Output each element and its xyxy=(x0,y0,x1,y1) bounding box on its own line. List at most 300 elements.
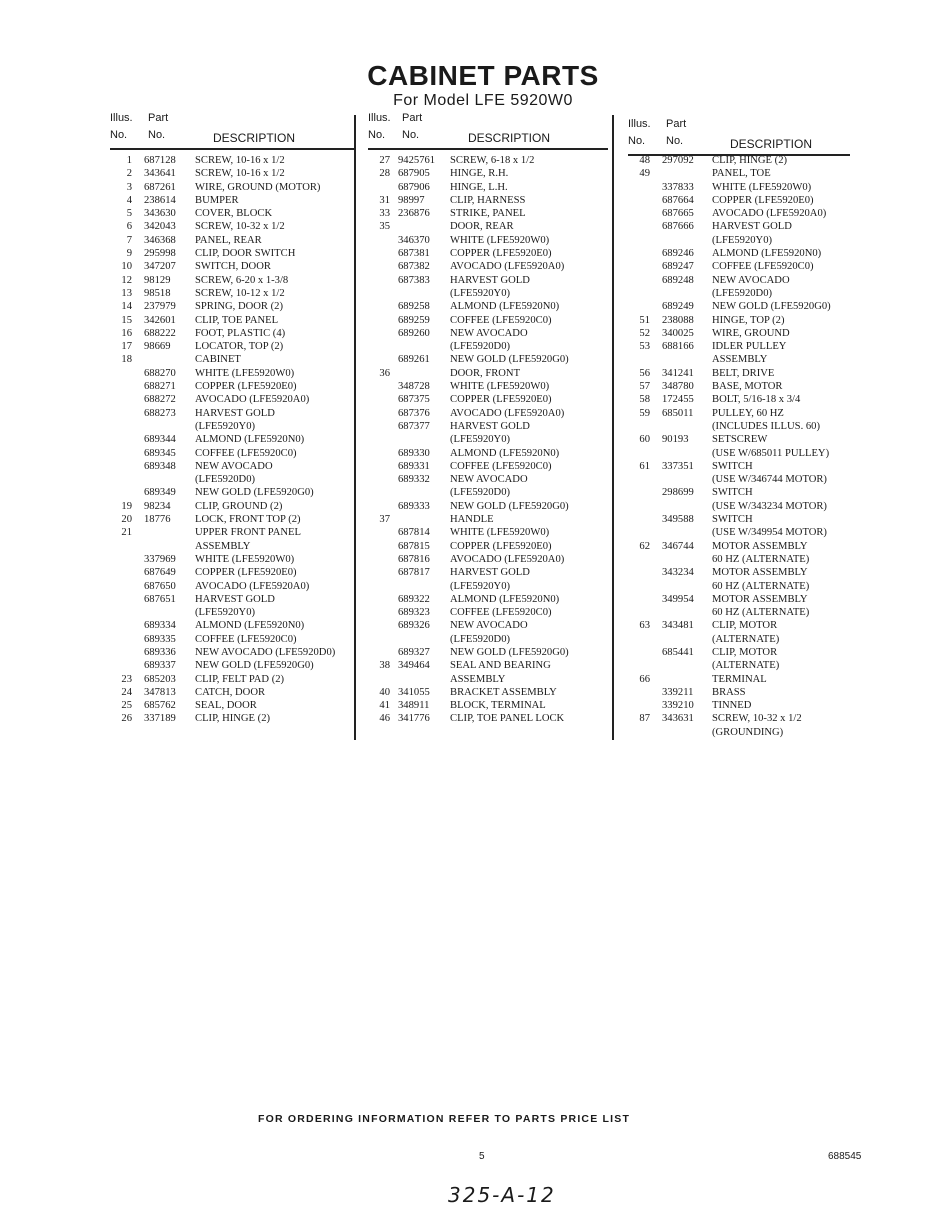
illus-number: 7 xyxy=(126,234,132,246)
part-number: 349464 xyxy=(398,660,430,672)
part-description: SWITCH, DOOR xyxy=(195,261,271,273)
part-description: BASE, MOTOR xyxy=(712,381,783,393)
illus-number: 57 xyxy=(639,381,650,393)
part-number: 347813 xyxy=(144,686,176,698)
part-description: COFFEE (LFE5920C0) xyxy=(195,447,297,459)
part-number: 689327 xyxy=(398,646,430,658)
part-description: PULLEY, 60 HZ xyxy=(712,407,784,419)
part-description: ALMOND (LFE5920N0) xyxy=(712,248,822,260)
part-number: 98234 xyxy=(144,500,171,512)
part-description: (LFE5920D0) xyxy=(450,341,511,353)
part-description: HARVEST GOLD xyxy=(195,593,275,605)
part-description: TINNED xyxy=(712,700,752,712)
part-description: WHITE (LFE5920W0) xyxy=(712,181,812,193)
illus-number: 19 xyxy=(121,500,132,512)
part-description: BRACKET ASSEMBLY xyxy=(450,686,557,698)
part-header: Part xyxy=(402,112,423,124)
part-description: NEW GOLD (LFE5920G0) xyxy=(712,301,831,313)
part-number: 347207 xyxy=(144,261,176,273)
part-description: HARVEST GOLD xyxy=(195,407,275,419)
part-number: 689344 xyxy=(144,434,176,446)
part-description: DOOR, FRONT xyxy=(450,367,521,379)
part-number: 689331 xyxy=(398,460,430,472)
illus-number: 2 xyxy=(126,168,132,180)
part-description: (LFE5920D0) xyxy=(450,633,511,645)
part-number: 689335 xyxy=(144,633,176,645)
part-number: 687375 xyxy=(398,394,430,406)
part-description: SEAL, DOOR xyxy=(195,700,257,712)
part-number: 689332 xyxy=(398,474,430,486)
part-number: 689330 xyxy=(398,447,430,459)
header-rule xyxy=(110,148,354,150)
illus-number: 37 xyxy=(379,514,390,526)
part-description: UPPER FRONT PANEL xyxy=(195,527,301,539)
part-description: SCREW, 6-18 x 1/2 xyxy=(450,155,535,166)
header-rule xyxy=(368,148,608,150)
part-number: 687906 xyxy=(398,181,430,193)
part-description: CLIP, TOE PANEL LOCK xyxy=(450,713,565,725)
part-number: 687382 xyxy=(398,261,430,273)
illus-number: 35 xyxy=(379,221,390,233)
illus-number: 16 xyxy=(121,327,132,339)
part-description: (LFE5920D0) xyxy=(712,287,773,299)
part-number: 687816 xyxy=(398,553,430,565)
part-number: 689333 xyxy=(398,500,430,512)
part-description: ALMOND (LFE5920N0) xyxy=(450,447,560,459)
part-number: 349954 xyxy=(662,593,694,605)
part-description: MOTOR ASSEMBLY xyxy=(712,593,808,605)
part-description: AVOCADO (LFE5920A0) xyxy=(195,394,310,406)
part-description: (USE W/685011 PULLEY) xyxy=(712,447,830,459)
part-number: 685011 xyxy=(662,407,694,419)
part-description: HARVEST GOLD xyxy=(450,274,530,286)
part-description: TERMINAL xyxy=(712,673,767,685)
part-description: SCREW, 6-20 x 1-3/8 xyxy=(195,274,289,286)
description-header: DESCRIPTION xyxy=(730,137,813,151)
part-number: 348780 xyxy=(662,381,694,393)
illus-number: 40 xyxy=(379,686,390,698)
part-description: (ALTERNATE) xyxy=(712,660,780,672)
part-description: SPRING, DOOR (2) xyxy=(195,301,283,313)
part-description: WIRE, GROUND xyxy=(712,327,790,339)
part-no-header: No. xyxy=(666,135,684,147)
part-description: (LFE5920Y0) xyxy=(712,234,773,246)
part-description: SWITCH xyxy=(712,460,753,472)
illus-number: 49 xyxy=(639,168,650,180)
part-description: CLIP, HINGE (2) xyxy=(195,713,271,725)
part-number: 689249 xyxy=(662,301,694,313)
part-description: (LFE5920Y0) xyxy=(450,580,511,592)
part-description: WHITE (LFE5920W0) xyxy=(450,381,550,393)
part-number: 689334 xyxy=(144,620,176,632)
part-description: CLIP, TOE PANEL xyxy=(195,314,279,326)
part-description: ASSEMBLY xyxy=(195,540,251,552)
part-description: (LFE5920Y0) xyxy=(450,287,511,299)
part-no-header: No. xyxy=(148,129,166,141)
part-number: 337833 xyxy=(662,181,694,193)
part-description: MOTOR ASSEMBLY xyxy=(712,567,808,579)
part-description: AVOCADO (LFE5920A0) xyxy=(450,407,565,419)
part-header: Part xyxy=(666,118,687,130)
part-description: COPPER (LFE5920E0) xyxy=(195,567,297,579)
part-description: SWITCH xyxy=(712,487,753,499)
part-description: COPPER (LFE5920E0) xyxy=(450,540,552,552)
illus-number: 36 xyxy=(379,367,390,379)
part-description: MOTOR ASSEMBLY xyxy=(712,540,808,552)
part-number: 688222 xyxy=(144,327,176,339)
illus-number: 59 xyxy=(639,407,650,419)
part-description: CLIP, DOOR SWITCH xyxy=(195,248,296,260)
part-number: 9425761 xyxy=(398,155,436,166)
illus-number: 48 xyxy=(639,155,650,166)
part-description: SEAL AND BEARING xyxy=(450,660,551,672)
part-description: NEW AVOCADO xyxy=(712,274,790,286)
part-description: NEW AVOCADO xyxy=(195,460,273,472)
part-number: 349588 xyxy=(662,514,694,526)
illus-number: 9 xyxy=(126,248,132,260)
part-description: HINGE, R.H. xyxy=(450,168,509,180)
part-number: 98997 xyxy=(398,194,425,206)
illus-number: 51 xyxy=(639,314,650,326)
part-number: 342043 xyxy=(144,221,176,233)
illus-number: 17 xyxy=(121,341,132,353)
illus-number: 33 xyxy=(379,208,390,220)
part-description: CLIP, FELT PAD (2) xyxy=(195,673,285,685)
part-number: 343234 xyxy=(662,567,694,579)
illus-no-header: No. xyxy=(368,129,386,141)
part-number: 689337 xyxy=(144,660,176,672)
part-number: 687381 xyxy=(398,248,430,260)
part-description: COFFEE (LFE5920C0) xyxy=(450,460,552,472)
part-number: 346368 xyxy=(144,234,176,246)
part-number: 340025 xyxy=(662,327,694,339)
part-number: 689261 xyxy=(398,354,430,366)
part-description: (LFE5920Y0) xyxy=(195,607,256,619)
part-description: CLIP, GROUND (2) xyxy=(195,500,283,512)
illus-number: 38 xyxy=(379,660,390,672)
ordering-note: FOR ORDERING INFORMATION REFER TO PARTS PRICE LIST xyxy=(258,1113,631,1125)
part-description: COPPER (LFE5920E0) xyxy=(195,381,297,393)
part-number: 341055 xyxy=(398,686,430,698)
illus-number: 4 xyxy=(126,194,132,206)
illus-number: 56 xyxy=(639,367,650,379)
part-description: HARVEST GOLD xyxy=(450,420,530,432)
part-description: COPPER (LFE5920E0) xyxy=(450,394,552,406)
part-description: HARVEST GOLD xyxy=(712,221,792,233)
part-description: CATCH, DOOR xyxy=(195,686,266,698)
illus-header: Illus. xyxy=(628,118,651,130)
illus-number: 63 xyxy=(639,620,650,632)
part-number: 688273 xyxy=(144,407,176,419)
part-description: BRASS xyxy=(712,686,746,698)
part-number: 685203 xyxy=(144,673,176,685)
part-description: BOLT, 5/16-18 x 3/4 xyxy=(712,394,801,406)
part-description: (ALTERNATE) xyxy=(712,633,780,645)
illus-number: 14 xyxy=(121,301,132,313)
part-number: 348728 xyxy=(398,381,430,393)
part-description: NEW GOLD (LFE5920G0) xyxy=(195,660,314,672)
part-number: 337351 xyxy=(662,460,694,472)
illus-number: 52 xyxy=(639,327,650,339)
parts-column-1 xyxy=(110,112,354,725)
part-description: (INCLUDES ILLUS. 60) xyxy=(712,420,820,432)
part-description: CLIP, MOTOR xyxy=(712,620,778,632)
part-number: 687376 xyxy=(398,407,430,419)
part-number: 342601 xyxy=(144,314,176,326)
part-description: ALMOND (LFE5920N0) xyxy=(450,301,560,313)
illus-number: 62 xyxy=(639,540,650,552)
part-number: 689348 xyxy=(144,460,176,472)
illus-number: 24 xyxy=(121,686,132,698)
illus-number: 41 xyxy=(379,700,390,712)
part-description: NEW AVOCADO (LFE5920D0) xyxy=(195,646,336,658)
part-description: FOOT, PLASTIC (4) xyxy=(195,327,286,339)
part-description: PANEL, TOE xyxy=(712,168,771,180)
part-description: 60 HZ (ALTERNATE) xyxy=(712,553,810,565)
part-number: 341241 xyxy=(662,367,694,379)
part-description: NEW GOLD (LFE5920G0) xyxy=(450,646,569,658)
part-description: COFFEE (LFE5920C0) xyxy=(712,261,814,273)
part-number: 172455 xyxy=(662,394,694,406)
part-description: COVER, BLOCK xyxy=(195,208,273,220)
document-number: 688545 xyxy=(828,1151,862,1162)
handwritten-note: 325-A-12 xyxy=(448,1183,556,1207)
part-number: 687666 xyxy=(662,221,694,233)
part-number: 687815 xyxy=(398,540,430,552)
part-number: 348911 xyxy=(398,700,430,712)
part-number: 687128 xyxy=(144,155,176,166)
part-number: 339211 xyxy=(662,686,694,698)
column-divider xyxy=(354,115,356,740)
part-number: 98518 xyxy=(144,287,171,299)
illus-number: 21 xyxy=(121,527,132,539)
parts-column-3 xyxy=(628,118,854,738)
illus-number: 1 xyxy=(126,155,132,166)
part-number: 689246 xyxy=(662,248,694,260)
part-description: COPPER (LFE5920E0) xyxy=(450,248,552,260)
illus-number: 5 xyxy=(126,208,132,220)
part-description: LOCATOR, TOP (2) xyxy=(195,341,284,353)
part-number: 238088 xyxy=(662,314,694,326)
illus-number: 12 xyxy=(121,274,132,286)
part-description: COFFEE (LFE5920C0) xyxy=(195,633,297,645)
part-number: 689336 xyxy=(144,646,176,658)
part-description: WHITE (LFE5920W0) xyxy=(195,553,295,565)
part-description: ASSEMBLY xyxy=(712,354,768,366)
part-description: ALMOND (LFE5920N0) xyxy=(195,434,305,446)
part-number: 689247 xyxy=(662,261,694,273)
illus-number: 31 xyxy=(379,194,390,206)
part-description: (LFE5920Y0) xyxy=(195,420,256,432)
part-description: AVOCADO (LFE5920A0) xyxy=(712,208,827,220)
part-number: 689326 xyxy=(398,620,430,632)
page-number: 5 xyxy=(479,1151,485,1162)
part-number: 689260 xyxy=(398,327,430,339)
part-number: 685441 xyxy=(662,646,694,658)
part-number: 689258 xyxy=(398,301,430,313)
column-header xyxy=(628,118,854,156)
part-description: CLIP, HARNESS xyxy=(450,194,526,206)
part-description: HANDLE xyxy=(450,514,494,526)
part-description: SWITCH xyxy=(712,514,753,526)
part-number: 343630 xyxy=(144,208,176,220)
part-number: 689248 xyxy=(662,274,694,286)
illus-number: 28 xyxy=(379,168,390,180)
part-number: 343481 xyxy=(662,620,694,632)
illus-number: 25 xyxy=(121,700,132,712)
part-description: COFFEE (LFE5920C0) xyxy=(450,314,552,326)
illus-number: 46 xyxy=(379,713,390,725)
part-description: WHITE (LFE5920W0) xyxy=(450,234,550,246)
part-number: 687261 xyxy=(144,181,176,193)
part-number: 297092 xyxy=(662,155,694,166)
illus-number: 15 xyxy=(121,314,132,326)
illus-number: 87 xyxy=(639,713,650,725)
part-description: (USE W/343234 MOTOR) xyxy=(712,500,827,512)
part-description: NEW AVOCADO xyxy=(450,327,528,339)
part-description: (GROUNDING) xyxy=(712,726,784,738)
part-description: LOCK, FRONT TOP (2) xyxy=(195,514,301,526)
illus-no-header: No. xyxy=(628,135,646,147)
part-number: 687817 xyxy=(398,567,430,579)
part-number: 236876 xyxy=(398,208,430,220)
part-description: SCREW, 10-16 x 1/2 xyxy=(195,168,285,180)
part-number: 18776 xyxy=(144,514,171,526)
illus-number: 66 xyxy=(639,673,650,685)
part-description: CABINET xyxy=(195,354,241,366)
part-description: HARVEST GOLD xyxy=(450,567,530,579)
illus-number: 26 xyxy=(121,713,132,725)
part-number: 687649 xyxy=(144,567,176,579)
part-number: 689259 xyxy=(398,314,430,326)
part-description: ALMOND (LFE5920N0) xyxy=(195,620,305,632)
part-number: 343631 xyxy=(662,713,694,725)
page-title: CABINET PARTS xyxy=(367,60,599,91)
part-description: SETSCREW xyxy=(712,434,768,446)
part-description: (LFE5920D0) xyxy=(450,487,511,499)
part-description: BUMPER xyxy=(195,194,239,206)
part-number: 98129 xyxy=(144,274,171,286)
illus-number: 18 xyxy=(121,354,132,366)
part-description: PANEL, REAR xyxy=(195,234,262,246)
part-number: 687814 xyxy=(398,527,430,539)
part-description: SCREW, 10-12 x 1/2 xyxy=(195,287,285,299)
part-number: 341776 xyxy=(398,713,430,725)
part-number: 337189 xyxy=(144,713,176,725)
part-description: AVOCADO (LFE5920A0) xyxy=(195,580,310,592)
part-description: NEW AVOCADO xyxy=(450,474,528,486)
part-number: 687377 xyxy=(398,420,430,432)
part-number: 689345 xyxy=(144,447,176,459)
part-number: 90193 xyxy=(662,434,689,446)
part-number: 238614 xyxy=(144,194,176,206)
illus-number: 6 xyxy=(126,221,132,233)
part-description: 60 HZ (ALTERNATE) xyxy=(712,580,810,592)
illus-number: 13 xyxy=(121,287,132,299)
illus-number: 27 xyxy=(379,155,390,166)
part-description: CLIP, HINGE (2) xyxy=(712,155,788,166)
part-description: (USE W/349954 MOTOR) xyxy=(712,527,827,539)
part-description: SCREW, 10-32 x 1/2 xyxy=(712,713,802,725)
illus-number: 3 xyxy=(126,181,132,193)
illus-no-header: No. xyxy=(110,129,128,141)
part-description: IDLER PULLEY xyxy=(712,341,787,353)
part-description: COPPER (LFE5920E0) xyxy=(712,194,814,206)
part-description: STRIKE, PANEL xyxy=(450,208,526,220)
part-description: NEW GOLD (LFE5920G0) xyxy=(195,487,314,499)
part-description: 60 HZ (ALTERNATE) xyxy=(712,607,810,619)
part-description: HINGE, TOP (2) xyxy=(712,314,785,326)
illus-number: 20 xyxy=(121,514,132,526)
part-description: NEW GOLD (LFE5920G0) xyxy=(450,500,569,512)
part-description: CLIP, MOTOR xyxy=(712,646,778,658)
part-description: COFFEE (LFE5920C0) xyxy=(450,607,552,619)
part-number: 339210 xyxy=(662,700,694,712)
part-description: ASSEMBLY xyxy=(450,673,506,685)
part-number: 346370 xyxy=(398,234,430,246)
description-header: DESCRIPTION xyxy=(468,131,551,145)
part-number: 687383 xyxy=(398,274,430,286)
part-number: 689322 xyxy=(398,593,430,605)
part-number: 295998 xyxy=(144,248,176,260)
part-number: 237979 xyxy=(144,301,176,313)
part-number: 687650 xyxy=(144,580,176,592)
column-header xyxy=(368,112,612,150)
part-description: WIRE, GROUND (MOTOR) xyxy=(195,181,321,193)
illus-number: 58 xyxy=(639,394,650,406)
part-description: (USE W/346744 MOTOR) xyxy=(712,474,827,486)
part-number: 689323 xyxy=(398,607,430,619)
part-description: ALMOND (LFE5920N0) xyxy=(450,593,560,605)
part-number: 688270 xyxy=(144,367,176,379)
part-description: (LFE5920D0) xyxy=(195,474,256,486)
illus-number: 60 xyxy=(639,434,650,446)
part-number: 688166 xyxy=(662,341,694,353)
part-number: 687651 xyxy=(144,593,176,605)
part-number: 98669 xyxy=(144,341,171,353)
part-description: AVOCADO (LFE5920A0) xyxy=(450,261,565,273)
illus-number: 53 xyxy=(639,341,650,353)
part-number: 337969 xyxy=(144,553,176,565)
parts-column-2 xyxy=(368,112,612,725)
part-header: Part xyxy=(148,112,169,124)
part-number: 346744 xyxy=(662,540,694,552)
part-number: 689349 xyxy=(144,487,176,499)
part-description: DOOR, REAR xyxy=(450,221,514,233)
part-description: WHITE (LFE5920W0) xyxy=(195,367,295,379)
part-description: SCREW, 10-16 x 1/2 xyxy=(195,155,285,166)
part-number: 687905 xyxy=(398,168,430,180)
part-description: SCREW, 10-32 x 1/2 xyxy=(195,221,285,233)
part-description: BELT, DRIVE xyxy=(712,367,775,379)
illus-number: 23 xyxy=(121,673,132,685)
part-number: 688271 xyxy=(144,381,176,393)
illus-number: 10 xyxy=(121,261,132,273)
part-description: (LFE5920Y0) xyxy=(450,434,511,446)
part-description: BLOCK, TERMINAL xyxy=(450,700,546,712)
description-header: DESCRIPTION xyxy=(213,131,296,145)
part-description: AVOCADO (LFE5920A0) xyxy=(450,553,565,565)
illus-number: 61 xyxy=(639,460,650,472)
column-header xyxy=(110,112,354,150)
part-description: HINGE, L.H. xyxy=(450,181,508,193)
part-number: 298699 xyxy=(662,487,694,499)
part-description: NEW AVOCADO xyxy=(450,620,528,632)
part-number: 687665 xyxy=(662,208,694,220)
part-description: WHITE (LFE5920W0) xyxy=(450,527,550,539)
part-number: 688272 xyxy=(144,394,176,406)
illus-header: Illus. xyxy=(110,112,133,124)
